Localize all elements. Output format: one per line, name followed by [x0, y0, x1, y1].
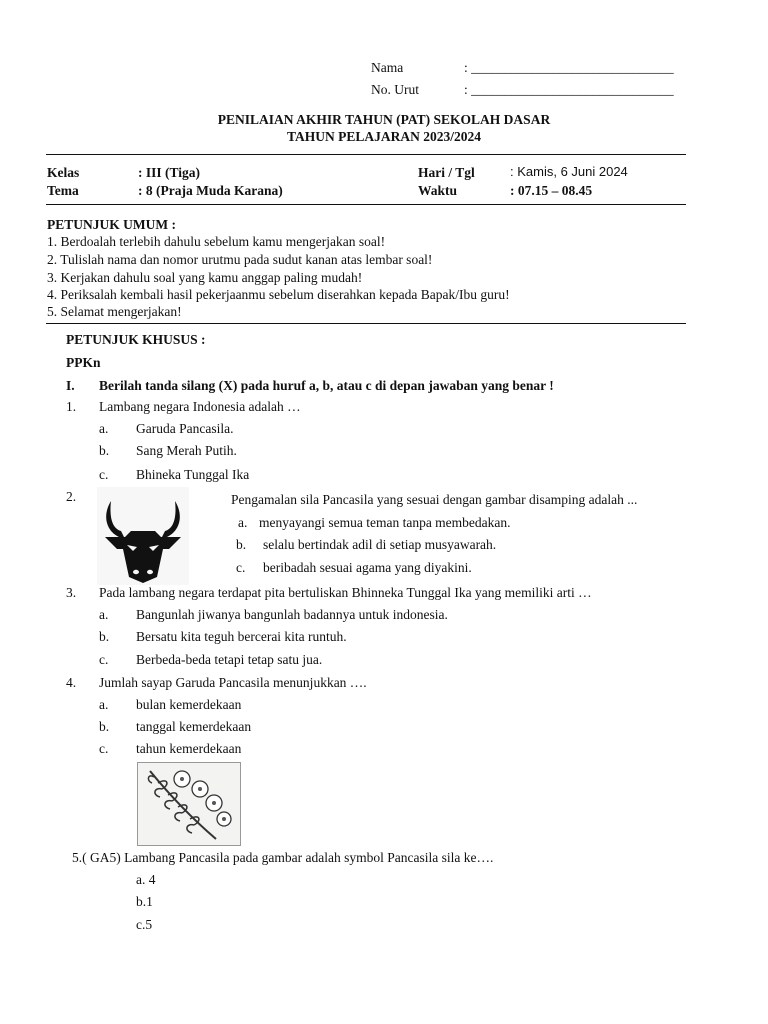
- option-text: Sang Merah Putih.: [136, 443, 237, 458]
- waktu-value: : 07.15 – 08.45: [510, 183, 593, 198]
- option-letter[interactable]: a.: [99, 607, 109, 622]
- option-letter[interactable]: c.: [99, 741, 109, 756]
- name-field[interactable]: : ______________________________: [464, 60, 674, 75]
- exam-title: PENILAIAN AKHIR TAHUN (PAT) SEKOLAH DASAR: [217, 112, 551, 127]
- option-letter[interactable]: b.: [236, 537, 247, 552]
- option-text: beribadah sesuai agama yang diyakini.: [263, 560, 472, 575]
- option-letter[interactable]: b.: [99, 443, 110, 458]
- exam-year: TAHUN PELAJARAN 2023/2024: [286, 129, 481, 144]
- option-text[interactable]: a. 4: [136, 872, 156, 887]
- kelas-label: Kelas: [47, 165, 80, 180]
- kelas-value: : III (Tiga): [138, 165, 201, 180]
- question-text: Lambang negara Indonesia adalah …: [99, 399, 301, 414]
- general-instructions-heading: PETUNJUK UMUM :: [47, 217, 176, 232]
- option-letter[interactable]: b.: [99, 629, 110, 644]
- option-letter[interactable]: c.: [99, 467, 109, 482]
- option-text: tahun kemerdekaan: [136, 741, 242, 756]
- option-letter[interactable]: c.: [99, 652, 109, 667]
- divider-info: [46, 204, 686, 205]
- question-text: Pengamalan sila Pancasila yang sesuai dengan gambar disamping adalah ...: [231, 492, 638, 507]
- section-instruction: Berilah tanda silang (X) pada huruf a, b, atau c di depan jawaban yang benar !: [99, 378, 554, 393]
- divider-top: [46, 154, 686, 155]
- option-text: Bhineka Tunggal Ika: [136, 467, 250, 482]
- option-text: Bersatu kita teguh bercerai kita runtuh.: [136, 629, 347, 644]
- hari-value: : Kamis, 6 Juni 2024: [510, 164, 628, 179]
- option-text: menyayangi semua teman tanpa membedakan.: [259, 515, 511, 530]
- general-instruction-item: 1. Berdoalah terlebih dahulu sebelum kamu mengerjakan soal!: [47, 234, 386, 249]
- question-text: 5.( GA5) Lambang Pancasila pada gambar adalah symbol Pancasila sila ke….: [72, 850, 494, 865]
- general-instruction-item: 3. Kerjakan dahulu soal yang kamu anggap paling mudah!: [47, 270, 363, 285]
- bull-head-icon: [97, 487, 189, 585]
- option-text: Berbeda-beda tetapi tetap satu jua.: [136, 652, 323, 667]
- question-number: 2.: [66, 489, 77, 504]
- question-text: Pada lambang negara terdapat pita bertuliskan Bhinneka Tunggal Ika yang memiliki arti …: [99, 585, 592, 600]
- option-text: Garuda Pancasila.: [136, 421, 234, 436]
- waktu-label: Waktu: [418, 183, 458, 198]
- rice-cotton-icon: [137, 762, 241, 846]
- option-text[interactable]: c.5: [136, 917, 153, 932]
- name-label: Nama: [371, 60, 404, 75]
- general-instruction-item: 5. Selamat mengerjakan!: [47, 304, 182, 319]
- option-text: bulan kemerdekaan: [136, 697, 242, 712]
- option-letter[interactable]: a.: [99, 697, 109, 712]
- option-text: tanggal kemerdekaan: [136, 719, 252, 734]
- option-letter[interactable]: a.: [238, 515, 248, 530]
- question-number: 3.: [66, 585, 77, 600]
- general-instruction-item: 2. Tulislah nama dan nomor urutmu pada sudut kanan atas lembar soal!: [47, 252, 433, 267]
- number-field[interactable]: : ______________________________: [464, 82, 674, 97]
- section-number: I.: [66, 378, 75, 393]
- tema-label: Tema: [47, 183, 79, 198]
- question-number: 1.: [66, 399, 77, 414]
- option-text: Bangunlah jiwanya bangunlah badannya untuk indonesia.: [136, 607, 448, 622]
- hari-label: Hari / Tgl: [418, 165, 475, 180]
- option-letter[interactable]: b.: [99, 719, 110, 734]
- general-instruction-item: 4. Periksalah kembali hasil pekerjaanmu sebelum diserahkan kepada Bapak/Ibu guru!: [47, 287, 510, 302]
- subject-label: PPKn: [66, 355, 101, 370]
- number-label: No. Urut: [371, 82, 419, 97]
- option-letter[interactable]: c.: [236, 560, 246, 575]
- specific-instructions-heading: PETUNJUK KHUSUS :: [66, 332, 206, 347]
- tema-value: : 8 (Praja Muda Karana): [138, 183, 283, 198]
- divider-instructions: [46, 323, 686, 324]
- option-text[interactable]: b.1: [136, 894, 153, 909]
- question-number: 4.: [66, 675, 77, 690]
- question-text: Jumlah sayap Garuda Pancasila menunjukkan ….: [99, 675, 367, 690]
- option-text: selalu bertindak adil di setiap musyawarah.: [263, 537, 497, 552]
- option-letter[interactable]: a.: [99, 421, 109, 436]
